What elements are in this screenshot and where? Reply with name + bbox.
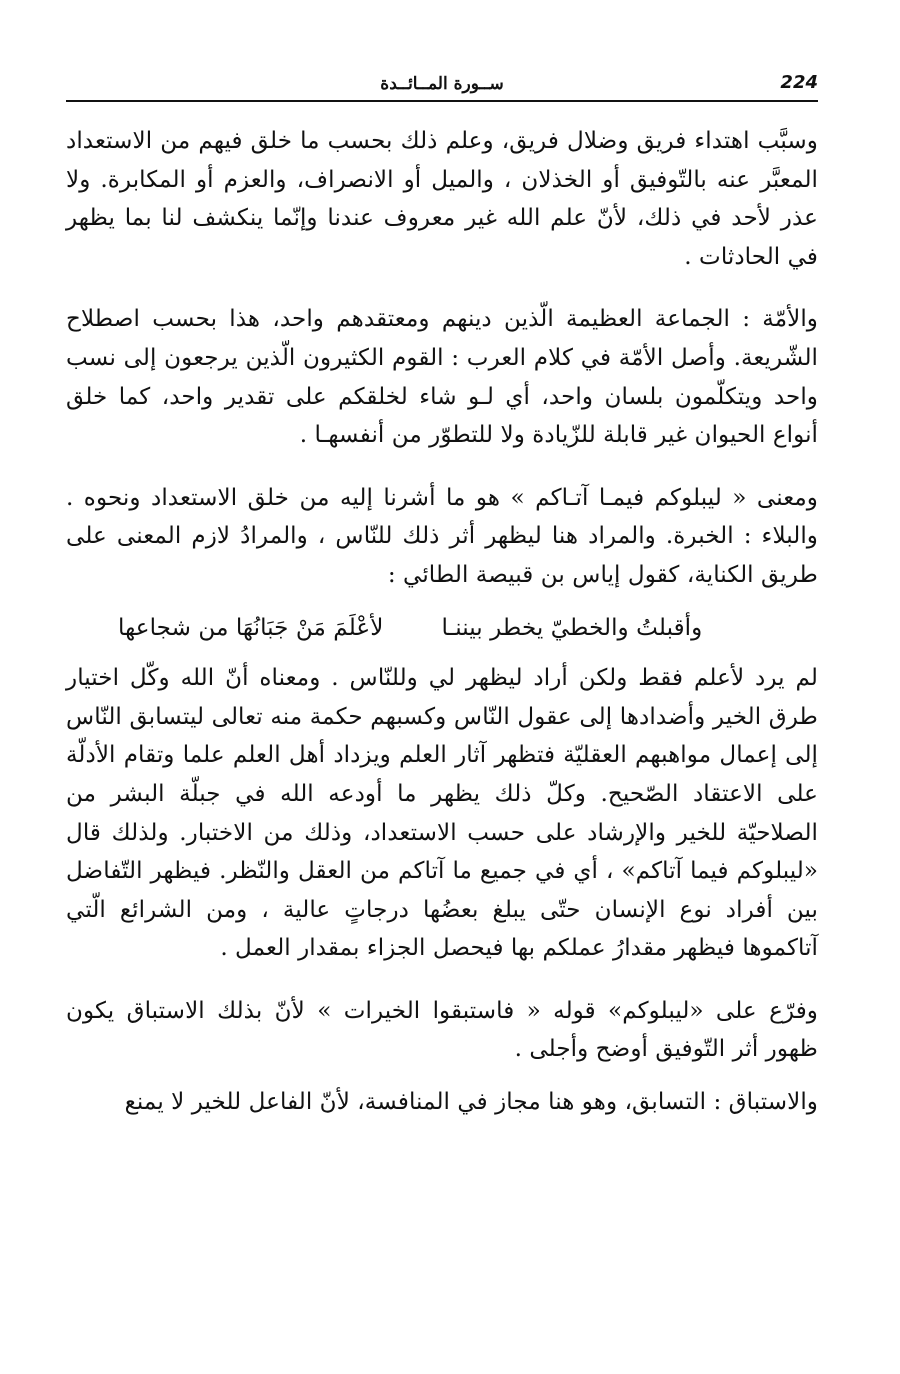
paragraph: وسبَّب اهتداء فريق وضلال فريق، وعلم ذلك بحسب ما خلق فيهم من الاستعداد المعبَّر عنه بالتّوفيق أو الخذلان ، والميل أو الانصراف، والعزم أو المكابرة. ولا عذر لأحد في ذلك، لأنّ علم الله غير معروف عندنا وإنّما ينكشف لنا بما يظهر في الحادثات . [66, 127, 818, 270]
page-number: 224 [780, 72, 818, 93]
running-title: ســورة المــائــدة [380, 74, 504, 94]
paragraph: والأمّة : الجماعة العظيمة الّذين دينهم ومعتقدهم واحد، هذا بحسب اصطلاح الشّريعة. وأصل الأمّة في كلام العرب : القوم الكثيرون الّذين يرجعون إلى نسب واحد ويتكلّمون بلسان واحد، أي لـو شاء لخلقكم على تقدير واحد، كما خلق أنواع الحيوان غير قابلة للزّيادة ولا للتطوّر من أنفسهـا . [66, 305, 818, 449]
book-page [66, 62, 818, 1342]
page-body [66, 122, 818, 1122]
verse-second-hemistich: لأعْلَمَ مَنْ جَبَانُهَا من شجاعها [118, 613, 384, 641]
paragraph: ومعنى « ليبلوكم فيمـا آتـاكم » هو ما أشرنا إليه من خلق الاستعداد ونحوه . والبلاء : الخبرة. والمراد هنا ليظهر أثر ذلك للنّاس ، والمرادُ لازم المعنى على طريق الكناية، كقول إياس بن قبيصة الطائي : [66, 483, 818, 588]
verse-first-hemistich: وأقبلتُ والخطيّ يخطر بيننـا [441, 613, 703, 641]
paragraph: وفرّع على «ليبلوكم» قوله « فاستبقوا الخيرات » لأنّ بذلك الاستباق يكون ظهور أثر التّوفيق أوضح وأجلى . [66, 996, 818, 1063]
paragraph: والاستباق : التسابق، وهو هنا مجاز في المنافسة، لأنّ الفاعل للخير لا يمنع [124, 1088, 818, 1116]
page-header [66, 62, 818, 102]
poetry-verse [66, 609, 818, 648]
paragraph: لم يرد لأعلم فقط ولكن أراد ليظهر لي وللنّاس . ومعناه أنّ الله وكّل اختيار طرق الخير وأضدادها إلى عقول النّاس وكسبهم حكمة منه تعالى ليتسابق النّاس إلى إعمال مواهبهم العقليّة فتظهر آثار العلم ويزداد أهل العلم علما وتقام الأدلّة على الاعتقاد الصّحيح. وكلّ ذلك يظهر ما أودعه الله في جبلّة البشر من الصلاحيّة للخير والإرشاد على حسب الاستعداد، وذلك من الاختبار. ولذلك قال «ليبلوكم فيما آتاكم» ، أي في جميع ما آتاكم من العقل والنّظر. فيظهر التّفاضل بين أفراد نوع الإنسان حتّى يبلغ بعضُها درجاتٍ عالية ، ومن الشرائع الّتي آتاكموها فيظهر مقدارُ عملكم بها فيحصل الجزاء بمقدار العمل . [66, 664, 818, 962]
